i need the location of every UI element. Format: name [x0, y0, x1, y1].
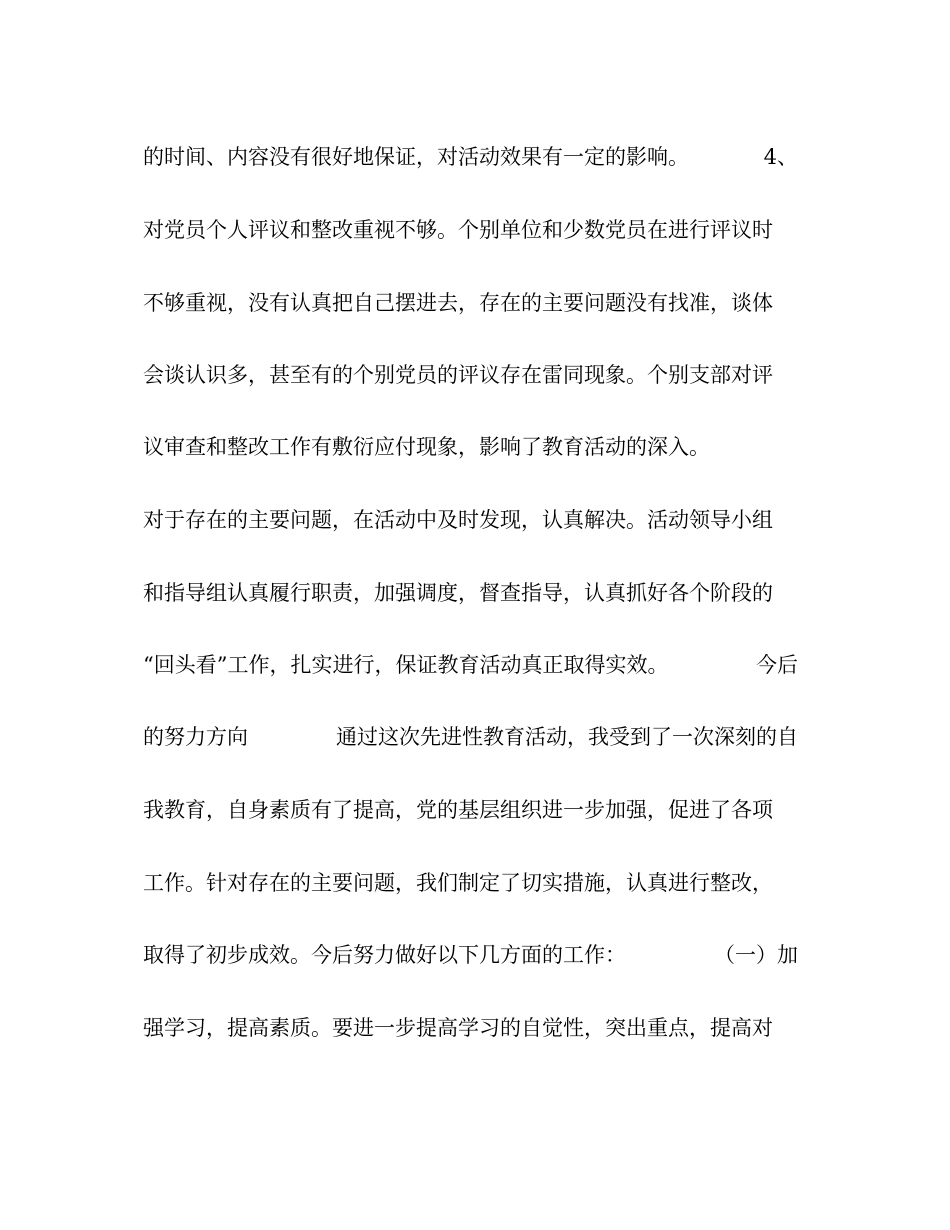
text-segment: 通过这次先进性教育活动，我受到了一次深刻的自 [336, 725, 798, 749]
text-segment: 我教育，自身素质有了提高，党的基层组织进一步加强，促进了各项 [143, 798, 773, 822]
text-segment: 取得了初步成效。今后努力做好以下几方面的工作： [143, 943, 626, 967]
text-line-10 [143, 793, 798, 827]
text-segment: 对于存在的主要问题，在活动中及时发现，认真解决。活动领导小组 [143, 508, 773, 532]
text-line-11 [143, 866, 798, 900]
text-line-12 [143, 938, 798, 972]
text-line-2 [143, 213, 798, 247]
text-segment: 强学习，提高素质。要进一步提高学习的自觉性，突出重点，提高对 [143, 1016, 773, 1040]
text-segment: 工作。针对存在的主要问题，我们制定了切实措施，认真进行整改， [143, 871, 773, 895]
text-line-5 [143, 430, 798, 464]
text-line-8 [143, 648, 798, 682]
text-line-6 [143, 503, 798, 537]
text-segment: （一）加 [714, 943, 798, 967]
text-segment: 4、 [763, 145, 798, 169]
text-line-3 [143, 286, 798, 320]
text-segment: 不够重视，没有认真把自己摆进去，存在的主要问题没有找准，谈体 [143, 291, 773, 315]
text-segment: 的时间、内容没有很好地保证，对活动效果有一定的影响。 [143, 145, 689, 169]
text-segment: 今后 [756, 653, 798, 677]
text-segment: “回头看”工作，扎实进行，保证教育活动真正取得实效。 [143, 653, 669, 677]
text-line-13 [143, 1011, 798, 1045]
text-segment: 议审查和整改工作有敷衍应付现象，影响了教育活动的深入。 [143, 435, 710, 459]
text-line-7 [143, 576, 798, 610]
text-segment: 对党员个人评议和整改重视不够。个别单位和少数党员在进行评议时 [143, 218, 773, 242]
text-line-9 [143, 720, 798, 754]
text-segment: 的努力方向 [143, 725, 248, 749]
text-line-1 [143, 140, 798, 174]
text-line-4 [143, 358, 798, 392]
text-segment: 和指导组认真履行职责，加强调度，督查指导，认真抓好各个阶段的 [143, 581, 773, 605]
text-segment: 会谈认识多，甚至有的个别党员的评议存在雷同现象。个别支部对评 [143, 363, 773, 387]
